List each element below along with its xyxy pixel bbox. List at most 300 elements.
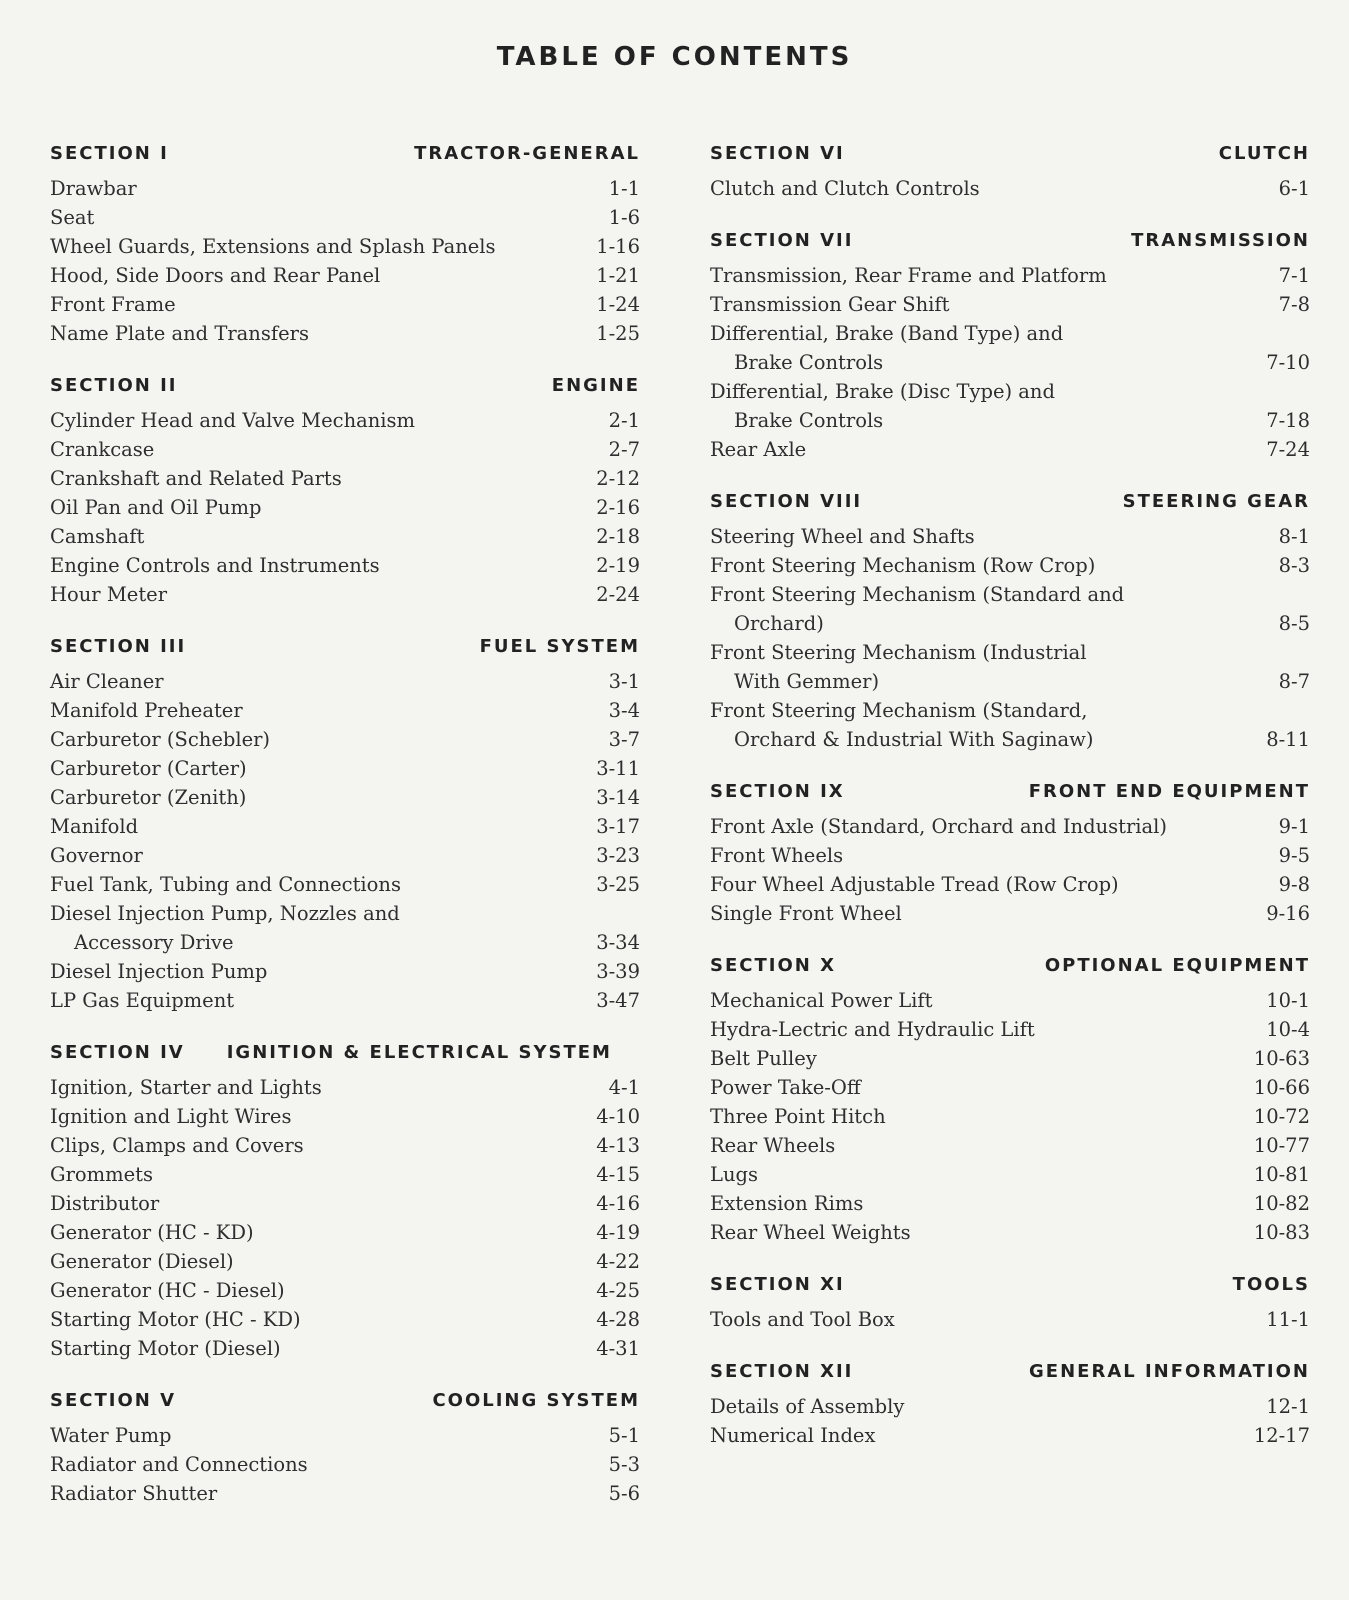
toc-entry [50, 986, 640, 1015]
entry-label-line: Single Front Wheel [710, 902, 902, 925]
toc-entry [710, 1015, 1310, 1044]
entry-label-line: Starting Motor (Diesel) [50, 1337, 281, 1360]
entry-label-line: Generator (HC - Diesel) [50, 1279, 285, 1302]
toc-entry [50, 1160, 640, 1189]
toc-entry [710, 522, 1310, 551]
entry-label-line: Manifold Preheater [50, 699, 243, 722]
entry-label [50, 986, 234, 1015]
toc-entry [50, 1334, 640, 1363]
toc-entry [50, 725, 640, 754]
entry-label [50, 754, 247, 783]
entry-label [50, 464, 342, 493]
entry-label [710, 174, 980, 203]
entry-label [50, 203, 94, 232]
toc-entry [50, 522, 640, 551]
entry-page-number: 5-3 [608, 1453, 640, 1476]
toc-entry [50, 1189, 640, 1218]
toc-entry [50, 203, 640, 232]
entry-label-line: Cylinder Head and Valve Mechanism [50, 409, 416, 432]
entry-label [710, 290, 949, 319]
entry-label [50, 1305, 301, 1334]
entry-page-number: 8-1 [1278, 525, 1310, 548]
entry-page-number: 9-5 [1278, 844, 1310, 867]
toc-entry [50, 290, 640, 319]
section-name: GENERAL INFORMATION [1029, 1361, 1310, 1382]
section-heading [50, 372, 640, 400]
entry-label-line: Front Steering Mechanism (Standard and [710, 583, 1125, 606]
section-name: TRACTOR-GENERAL [414, 143, 640, 164]
entry-label [710, 1044, 817, 1073]
entry-label-line: Wheel Guards, Extensions and Splash Panels [50, 235, 496, 258]
entry-label [50, 1421, 172, 1450]
entry-page-number: 4-31 [596, 1337, 640, 1360]
entry-page-number: 3-17 [596, 815, 640, 838]
toc-section [50, 1387, 640, 1508]
entry-label-line: Carburetor (Zenith) [50, 786, 247, 809]
toc-entry [50, 667, 640, 696]
toc-entry [50, 580, 640, 609]
section-heading [710, 140, 1310, 168]
entry-label [710, 870, 1119, 899]
page-title: TABLE OF CONTENTS [496, 42, 853, 72]
toc-entry [50, 841, 640, 870]
entry-page-number: 4-19 [596, 1221, 640, 1244]
entry-label [50, 841, 143, 870]
entry-label [710, 1218, 911, 1247]
entry-page-number: 3-23 [596, 844, 640, 867]
entry-page-number: 2-16 [596, 496, 640, 519]
entry-label-line: Front Wheels [710, 844, 844, 867]
toc-section [710, 1271, 1310, 1334]
section-name: TRANSMISSION [1131, 230, 1310, 251]
entry-label-line: Air Cleaner [50, 670, 164, 693]
entry-label-line: Hour Meter [50, 583, 168, 606]
entry-label-line: Generator (Diesel) [50, 1250, 234, 1273]
entry-page-number: 4-22 [596, 1250, 640, 1273]
toc-entry [710, 812, 1310, 841]
toc-entry [50, 174, 640, 203]
entry-label-line: Fuel Tank, Tubing and Connections [50, 873, 401, 896]
entry-label-line: Seat [50, 206, 95, 229]
entry-label [50, 522, 144, 551]
entry-label [710, 1160, 758, 1189]
section-heading [710, 227, 1310, 255]
entry-label-line: Transmission, Rear Frame and Platform [710, 264, 1107, 287]
entry-label-line: Numerical Index [710, 1424, 876, 1447]
entry-label-line: Crankcase [50, 438, 155, 461]
entry-label [50, 1479, 217, 1508]
entry-label-line: Rear Axle [710, 438, 807, 461]
entry-page-number: 2-19 [596, 554, 640, 577]
entry-page-number: 1-21 [596, 264, 640, 287]
toc-entry [50, 232, 640, 261]
section-number: SECTION IX [710, 781, 845, 802]
entry-label-line: Hood, Side Doors and Rear Panel [50, 264, 381, 287]
entry-page-number: 10-81 [1253, 1163, 1310, 1186]
section-number: SECTION XI [710, 1274, 845, 1295]
entry-page-number: 9-16 [1266, 902, 1310, 925]
entry-label [710, 522, 975, 551]
toc-entry [710, 841, 1310, 870]
entry-label [50, 261, 380, 290]
entry-page-number: 10-63 [1253, 1047, 1310, 1070]
section-number: SECTION VI [710, 143, 845, 164]
entry-page-number: 4-25 [596, 1279, 640, 1302]
entry-label [50, 319, 309, 348]
entry-page-number: 7-24 [1266, 438, 1310, 461]
toc-section [710, 140, 1310, 203]
entry-label [710, 986, 932, 1015]
entry-label [710, 580, 1124, 638]
toc-entry [50, 696, 640, 725]
entry-label [50, 1160, 153, 1189]
section-heading [50, 1387, 640, 1415]
toc-entry [710, 899, 1310, 928]
entry-page-number: 10-72 [1253, 1105, 1310, 1128]
entry-label-line: Clutch and Clutch Controls [710, 177, 980, 200]
entry-label-line: Front Axle (Standard, Orchard and Industrial) [710, 815, 1167, 838]
toc-entry [710, 638, 1310, 696]
toc-entry [50, 1073, 640, 1102]
toc-entry [50, 319, 640, 348]
toc-entry [50, 1450, 640, 1479]
toc-entry [50, 1218, 640, 1247]
entry-page-number: 10-4 [1266, 1018, 1310, 1041]
entry-page-number: 1-24 [596, 293, 640, 316]
entry-label-continuation: Orchard & Industrial With Saginaw) [734, 728, 1094, 751]
toc-entry [50, 551, 640, 580]
section-heading [50, 633, 640, 661]
entry-page-number: 3-14 [596, 786, 640, 809]
entry-label [710, 1189, 863, 1218]
entry-page-number: 2-18 [596, 525, 640, 548]
entry-page-number: 3-4 [608, 699, 640, 722]
toc-entry [710, 261, 1310, 290]
entry-page-number: 12-1 [1266, 1395, 1310, 1418]
entry-label-line: Radiator and Connections [50, 1453, 308, 1476]
section-name: COOLING SYSTEM [432, 1390, 640, 1411]
toc-entry [710, 1160, 1310, 1189]
entry-label [50, 435, 154, 464]
entry-label [710, 1131, 835, 1160]
entry-label-line: Details of Assembly [710, 1395, 905, 1418]
section-name: STEERING GEAR [1122, 491, 1310, 512]
toc-entry [710, 870, 1310, 899]
section-number: SECTION V [50, 1390, 177, 1411]
entry-page-number: 7-1 [1278, 264, 1310, 287]
entry-label [710, 319, 1063, 377]
entry-page-number: 8-5 [1278, 612, 1310, 635]
toc-entry [710, 1073, 1310, 1102]
entry-page-number: 4-16 [596, 1192, 640, 1215]
entry-label-line: Power Take-Off [710, 1076, 861, 1099]
entry-label [710, 1073, 861, 1102]
entry-page-number: 7-8 [1278, 293, 1310, 316]
entry-label [50, 1131, 304, 1160]
section-number: SECTION VIII [710, 491, 863, 512]
entry-page-number: 1-16 [596, 235, 640, 258]
entry-label [710, 1102, 886, 1131]
entry-label [50, 667, 164, 696]
section-heading [710, 778, 1310, 806]
section-heading [710, 488, 1310, 516]
entry-label [50, 1189, 159, 1218]
toc-section [50, 633, 640, 1015]
entry-label [710, 551, 1095, 580]
toc-entry [710, 696, 1310, 754]
toc-entry [50, 812, 640, 841]
entry-page-number: 8-7 [1278, 670, 1310, 693]
entry-page-number: 10-83 [1253, 1221, 1310, 1244]
section-name: TOOLS [1232, 1274, 1310, 1295]
entry-label [710, 899, 902, 928]
entry-page-number: 2-1 [608, 409, 640, 432]
entry-page-number: 4-15 [596, 1163, 640, 1186]
entry-page-number: 6-1 [1278, 177, 1310, 200]
entry-page-number: 7-10 [1266, 351, 1310, 374]
entry-label-line: Distributor [50, 1192, 160, 1215]
entry-page-number: 3-34 [596, 931, 640, 954]
toc-entry [50, 1479, 640, 1508]
entry-page-number: 4-13 [596, 1134, 640, 1157]
entry-label [50, 1102, 291, 1131]
entry-label-line: Diesel Injection Pump, Nozzles and [50, 902, 400, 925]
entry-label [50, 957, 267, 986]
left-column [50, 140, 640, 1532]
toc-entry [710, 174, 1310, 203]
entry-label-line: Three Point Hitch [710, 1105, 886, 1128]
entry-page-number: 2-12 [596, 467, 640, 490]
entry-page-number: 11-1 [1266, 1308, 1310, 1331]
entry-label [50, 1450, 308, 1479]
toc-entry [710, 1305, 1310, 1334]
entry-page-number: 3-47 [596, 989, 640, 1012]
section-name: CLUTCH [1218, 143, 1310, 164]
entry-label-line: Transmission Gear Shift [710, 293, 950, 316]
entry-label [50, 551, 380, 580]
entry-label [50, 812, 138, 841]
entry-page-number: 10-82 [1253, 1192, 1310, 1215]
entry-label-line: Differential, Brake (Disc Type) and [710, 380, 1055, 403]
toc-entry [710, 1131, 1310, 1160]
entry-label-continuation: Orchard) [734, 612, 824, 635]
entry-label [710, 812, 1167, 841]
entry-label [710, 1421, 875, 1450]
entry-label-line: Tools and Tool Box [710, 1308, 895, 1331]
toc-section [710, 778, 1310, 928]
toc-entry [710, 377, 1310, 435]
toc-entry [50, 1102, 640, 1131]
entry-label-line: Carburetor (Carter) [50, 757, 247, 780]
toc-entry [710, 1102, 1310, 1131]
toc-section [710, 488, 1310, 754]
entry-label-continuation: Brake Controls [734, 409, 884, 432]
entry-page-number: 3-7 [608, 728, 640, 751]
entry-label [710, 1392, 904, 1421]
entry-label-continuation: Brake Controls [734, 351, 884, 374]
section-name: OPTIONAL EQUIPMENT [1044, 955, 1310, 976]
entry-page-number: 1-25 [596, 322, 640, 345]
entry-label-continuation: With Gemmer) [734, 670, 880, 693]
toc-entry [50, 1247, 640, 1276]
entry-label [50, 870, 401, 899]
entry-page-number: 2-24 [596, 583, 640, 606]
entry-page-number: 4-1 [608, 1076, 640, 1099]
entry-label-line: Water Pump [50, 1424, 172, 1447]
toc-entry [50, 783, 640, 812]
entry-label-line: Four Wheel Adjustable Tread (Row Crop) [710, 873, 1119, 896]
entry-page-number: 4-28 [596, 1308, 640, 1331]
entry-label-line: Generator (HC - KD) [50, 1221, 254, 1244]
entry-page-number: 3-1 [608, 670, 640, 693]
entry-label [710, 1305, 895, 1334]
entry-label-line: Front Steering Mechanism (Standard, [710, 699, 1088, 722]
entry-label-line: Rear Wheel Weights [710, 1221, 911, 1244]
entry-label-line: Front Steering Mechanism (Row Crop) [710, 554, 1096, 577]
section-number: SECTION VII [710, 230, 854, 251]
entry-label-line: Camshaft [50, 525, 145, 548]
entry-label [50, 290, 176, 319]
entry-page-number: 3-39 [596, 960, 640, 983]
entry-label-continuation: Accessory Drive [74, 931, 234, 954]
entry-label [50, 1073, 322, 1102]
entry-label [50, 232, 496, 261]
entry-page-number: 10-77 [1253, 1134, 1310, 1157]
toc-entry [710, 1044, 1310, 1073]
entry-page-number: 5-6 [608, 1482, 640, 1505]
toc-section [50, 140, 640, 348]
entry-page-number: 5-1 [608, 1424, 640, 1447]
entry-label [50, 1276, 285, 1305]
entry-page-number: 7-18 [1266, 409, 1310, 432]
toc-entry [710, 319, 1310, 377]
section-heading [710, 952, 1310, 980]
entry-label-line: Extension Rims [710, 1192, 864, 1215]
entry-label-line: Manifold [50, 815, 139, 838]
entry-label [710, 638, 1087, 696]
entry-label-line: Name Plate and Transfers [50, 322, 309, 345]
entry-label-line: Hydra-Lectric and Hydraulic Lift [710, 1018, 1035, 1041]
section-number: SECTION III [50, 636, 187, 657]
entry-label [50, 783, 246, 812]
section-name: FUEL SYSTEM [479, 636, 640, 657]
right-column [710, 140, 1310, 1474]
toc-entry [50, 1131, 640, 1160]
toc-entry [710, 1421, 1310, 1450]
entry-page-number: 1-6 [608, 206, 640, 229]
entry-label-line: Front Frame [50, 293, 176, 316]
toc-entry [50, 754, 640, 783]
toc-entry [50, 1276, 640, 1305]
entry-label-line: Steering Wheel and Shafts [710, 525, 975, 548]
entry-label-line: Drawbar [50, 177, 137, 200]
section-heading [50, 1039, 640, 1067]
entry-page-number: 3-25 [596, 873, 640, 896]
toc-entry [50, 406, 640, 435]
toc-section [50, 372, 640, 609]
entry-label [50, 899, 400, 957]
entry-label-line: Grommets [50, 1163, 154, 1186]
toc-section [710, 952, 1310, 1247]
entry-page-number: 8-11 [1266, 728, 1310, 751]
section-number: SECTION I [50, 143, 169, 164]
section-name: FRONT END EQUIPMENT [1028, 781, 1310, 802]
toc-section [50, 1039, 640, 1363]
entry-label-line: Belt Pulley [710, 1047, 817, 1070]
entry-label-line: LP Gas Equipment [50, 989, 235, 1012]
entry-label-line: Crankshaft and Related Parts [50, 467, 342, 490]
entry-label [710, 435, 806, 464]
toc-entry [50, 464, 640, 493]
toc-entry [50, 957, 640, 986]
entry-page-number: 8-3 [1278, 554, 1310, 577]
toc-entry [710, 435, 1310, 464]
entry-page-number: 4-10 [596, 1105, 640, 1128]
entry-label [50, 696, 243, 725]
entry-label [50, 493, 261, 522]
entry-label [50, 1218, 254, 1247]
entry-label-line: Ignition, Starter and Lights [50, 1076, 322, 1099]
toc-entry [50, 870, 640, 899]
entry-label-line: Clips, Clamps and Covers [50, 1134, 304, 1157]
entry-label-line: Mechanical Power Lift [710, 989, 933, 1012]
entry-label-line: Starting Motor (HC - KD) [50, 1308, 301, 1331]
entry-page-number: 1-1 [608, 177, 640, 200]
toc-entry [710, 1218, 1310, 1247]
entry-page-number: 10-66 [1253, 1076, 1310, 1099]
toc-entry [710, 290, 1310, 319]
entry-page-number: 10-1 [1266, 989, 1310, 1012]
entry-label-line: Rear Wheels [710, 1134, 836, 1157]
entry-label [710, 1015, 1035, 1044]
section-name: ENGINE [551, 375, 640, 396]
section-number: SECTION II [50, 375, 178, 396]
entry-page-number: 3-11 [596, 757, 640, 780]
toc-section [710, 1358, 1310, 1450]
entry-page-number: 9-1 [1278, 815, 1310, 838]
section-heading [710, 1271, 1310, 1299]
entry-label-line: Governor [50, 844, 143, 867]
entry-label-line: Differential, Brake (Band Type) and [710, 322, 1064, 345]
entry-label-line: Diesel Injection Pump [50, 960, 268, 983]
entry-label-line: Radiator Shutter [50, 1482, 218, 1505]
entry-label [50, 1247, 234, 1276]
entry-label-line: Engine Controls and Instruments [50, 554, 380, 577]
toc-entry [50, 1421, 640, 1450]
section-heading [710, 1358, 1310, 1386]
toc-entry [50, 435, 640, 464]
toc-entry [50, 1305, 640, 1334]
toc-entry [710, 1392, 1310, 1421]
entry-label [710, 261, 1107, 290]
entry-label [710, 696, 1093, 754]
section-number: SECTION XII [710, 1361, 854, 1382]
toc-entry [50, 899, 640, 957]
entry-page-number: 2-7 [608, 438, 640, 461]
entry-label-line: Ignition and Light Wires [50, 1105, 292, 1128]
entry-label-line: Oil Pan and Oil Pump [50, 496, 262, 519]
entry-label [50, 725, 270, 754]
toc-entry [710, 580, 1310, 638]
entry-label [50, 1334, 281, 1363]
entry-label-line: Carburetor (Schebler) [50, 728, 271, 751]
entry-page-number: 12-17 [1253, 1424, 1310, 1447]
entry-label [50, 174, 137, 203]
section-number: SECTION X [710, 955, 836, 976]
entry-label-line: Front Steering Mechanism (Industrial [710, 641, 1087, 664]
entry-label-line: Lugs [710, 1163, 758, 1186]
entry-label [50, 406, 415, 435]
